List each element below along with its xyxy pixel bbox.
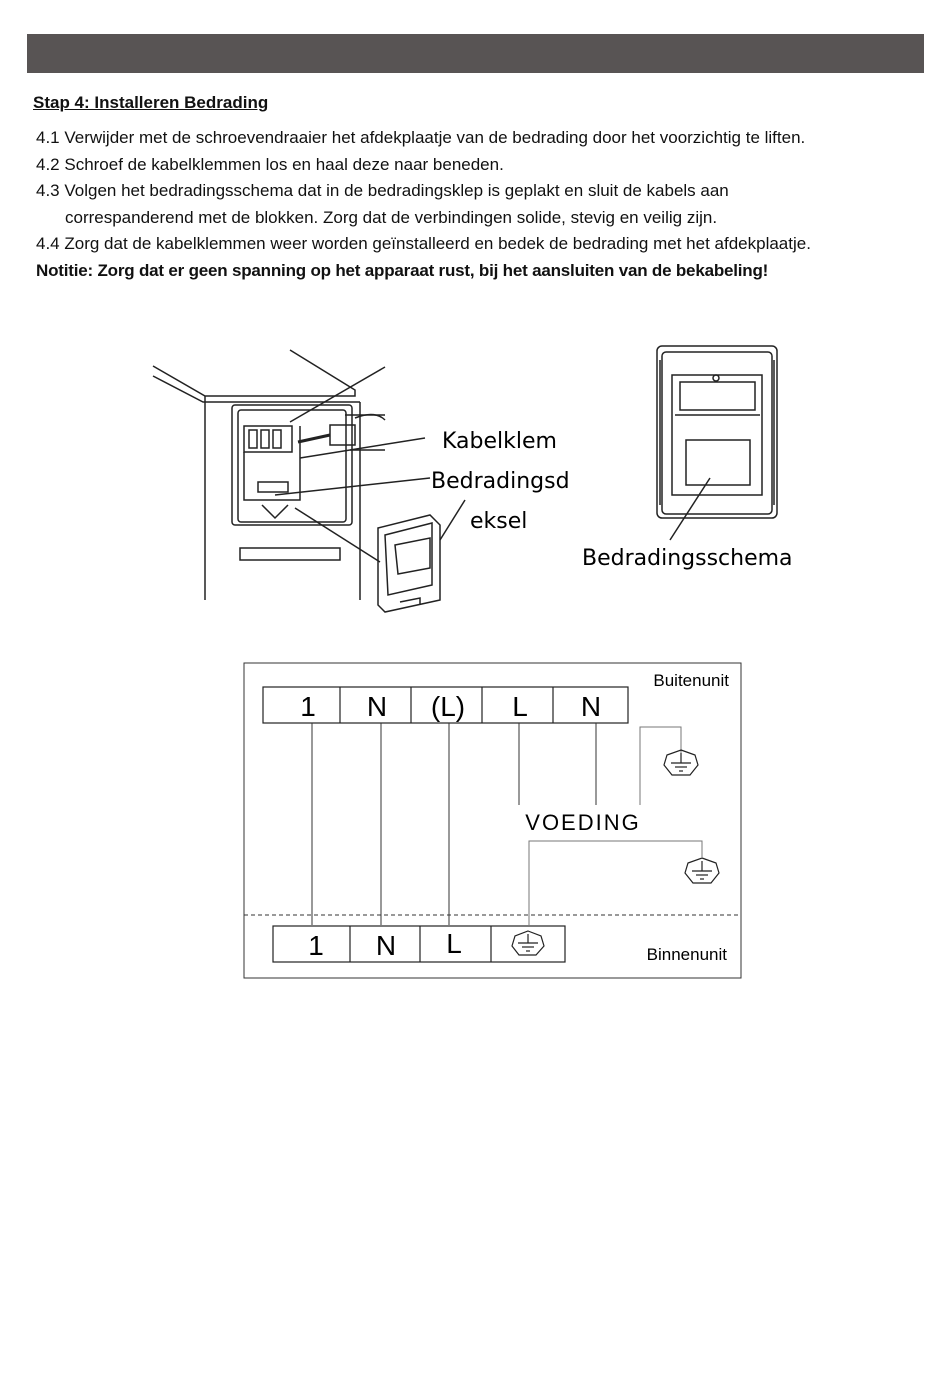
wiring-diagram <box>0 655 950 995</box>
step-4-1: 4.1 Verwijder met de schroevendraaier het afdekplaatje van de bedrading door het voorzichtig te liften. <box>36 128 806 147</box>
ground-icon <box>664 750 698 775</box>
outdoor-unit-label: Buitenunit <box>653 671 729 690</box>
outdoor-terminal-l: L <box>512 691 528 722</box>
section-heading: Stap 4: Installeren Bedrading <box>33 93 269 112</box>
step-4-3: 4.3 Volgen het bedradingsschema dat in de bedradingsklep is geplakt en sluit de kabels aan <box>36 181 729 200</box>
instruction-steps <box>36 125 941 284</box>
power-label: VOEDING <box>525 810 641 835</box>
label-schema: Bedradingsschema <box>582 546 793 571</box>
indoor-terminal-l: L <box>446 928 462 959</box>
header-bar <box>27 34 924 73</box>
step-4-2: 4.2 Schroef de kabelklemmen los en haal deze naar beneden. <box>36 154 504 174</box>
label-cover-line1: Bedradingsd <box>431 469 570 494</box>
step-4-3-continued: correspanderend met de blokken. Zorg dat de verbindingen solide, stevig en veilig zijn. <box>65 207 718 227</box>
ground-icon <box>685 858 719 883</box>
outdoor-terminal-n2: N <box>580 691 602 722</box>
ground-icon <box>512 931 544 955</box>
installation-illustration <box>0 330 950 630</box>
step-4-4: 4.4 Zorg dat de kabelklemmen weer worden geïnstalleerd en bedek de bedrading met het afdekplaatje. <box>36 234 811 253</box>
outdoor-terminal-1: 1 <box>300 691 316 722</box>
label-clamp: Kabelklem <box>442 429 557 454</box>
outdoor-terminal-l-paren: (L) <box>430 691 466 722</box>
label-cover-line2: eksel <box>470 509 528 534</box>
outdoor-terminal-n: N <box>366 691 388 722</box>
safety-note: Notitie: Zorg dat er geen spanning op het apparaat rust, bij het aansluiten van de bekabeling! <box>36 260 769 280</box>
indoor-terminal-n: N <box>375 930 397 961</box>
indoor-terminal-1: 1 <box>308 930 324 961</box>
indoor-unit-label: Binnenunit <box>646 945 727 964</box>
